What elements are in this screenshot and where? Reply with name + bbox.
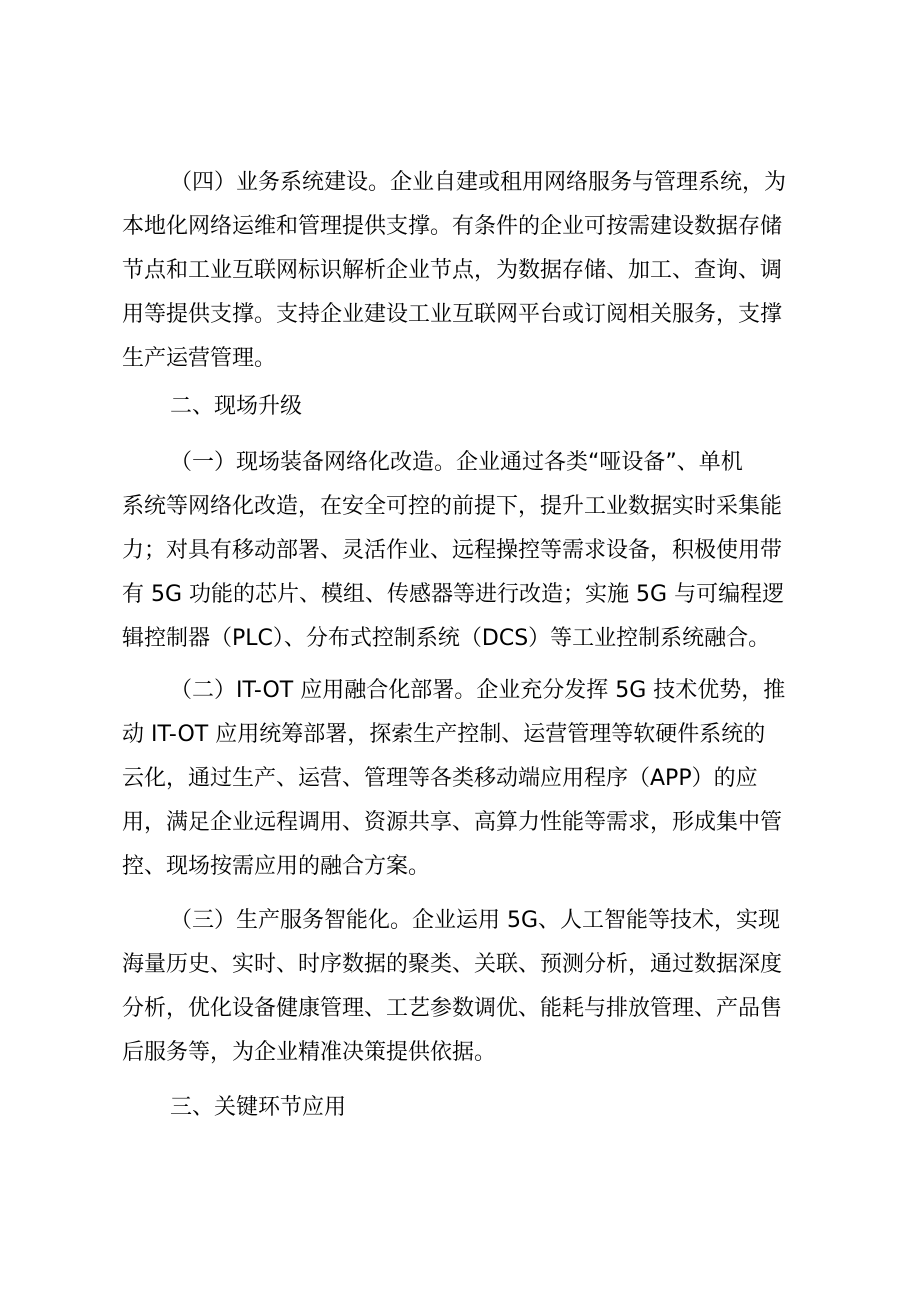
paragraph-2-line-1: （二）IT-OT 应用融合化部署。企业充分发挥 5G 技术优势，推 (170, 678, 786, 703)
paragraph-4-line-2: 本地化网络运维和管理提供支撑。有条件的企业可按需建设数据存储 (122, 214, 783, 239)
section-heading-2: 二、现场升级 (170, 394, 303, 419)
paragraph-1-line-3: 力；对具有移动部署、灵活作业、远程操控等需求设备，积极使用带 (122, 538, 783, 563)
paragraph-4-line-4: 用等提供支撑。支持企业建设工业互联网平台或订阅相关服务，支撑 (122, 302, 783, 327)
paragraph-3-line-3: 分析，优化设备健康管理、工艺参数调优、能耗与排放管理、产品售 (122, 996, 783, 1021)
paragraph-2-line-4: 用，满足企业远程调用、资源共享、高算力性能等需求，形成集中管 (122, 810, 783, 835)
paragraph-2-line-2: 动 IT-OT 应用统筹部署，探索生产控制、运营管理等软硬件系统的 (122, 722, 766, 747)
paragraph-2-line-5: 控、现场按需应用的融合方案。 (122, 854, 431, 879)
paragraph-3-line-4: 后服务等，为企业精准决策提供依据。 (122, 1040, 497, 1065)
section-heading-3: 三、关键环节应用 (170, 1095, 347, 1120)
paragraph-4-line-1: （四）业务系统建设。企业自建或租用网络服务与管理系统，为 (170, 170, 787, 195)
paragraph-2-line-3: 云化，通过生产、运营、管理等各类移动端应用程序（APP）的应 (122, 766, 758, 791)
paragraph-3-line-1: （三）生产服务智能化。企业运用 5G、人工智能等技术，实现 (170, 908, 781, 933)
paragraph-1-line-5: 辑控制器（PLC）、分布式控制系统（DCS）等工业控制系统融合。 (122, 626, 771, 651)
paragraph-4-line-3: 节点和工业互联网标识解析企业节点，为数据存储、加工、查询、调 (122, 258, 783, 283)
paragraph-1-line-1: （一）现场装备网络化改造。企业通过各类“哑设备”、单机 (170, 450, 743, 475)
paragraph-1-line-4: 有 5G 功能的芯片、模组、传感器等进行改造；实施 5G 与可编程逻 (122, 582, 785, 607)
paragraph-4-line-5: 生产运营管理。 (122, 346, 277, 371)
paragraph-3-line-2: 海量历史、实时、时序数据的聚类、关联、预测分析，通过数据深度 (122, 952, 783, 977)
paragraph-1-line-2: 系统等网络化改造，在安全可控的前提下，提升工业数据实时采集能 (122, 494, 783, 519)
